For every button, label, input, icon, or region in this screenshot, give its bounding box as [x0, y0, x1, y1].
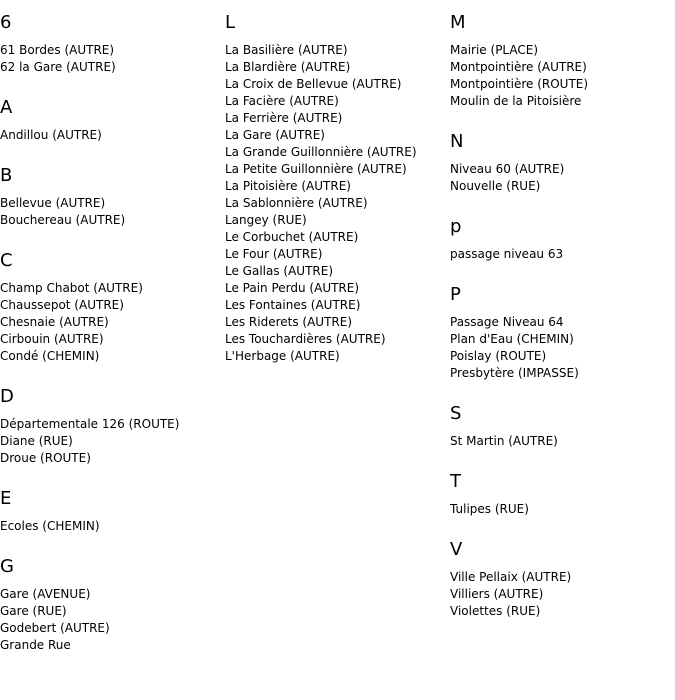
letter-group [450, 12, 670, 110]
street-list-item [225, 161, 445, 178]
street-list-item [0, 127, 220, 144]
street-link[interactable]: Droue (ROUTE) [0, 451, 91, 465]
street-list-item [0, 416, 220, 433]
street-link[interactable]: Godebert (AUTRE) [0, 621, 110, 635]
street-link[interactable]: Gare (AVENUE) [0, 587, 91, 601]
letter-group [450, 403, 670, 450]
street-link[interactable]: La Facière (AUTRE) [225, 94, 339, 108]
street-list [0, 195, 220, 229]
letter-group [0, 12, 220, 76]
street-link[interactable]: Champ Chabot (AUTRE) [0, 281, 143, 295]
letter-group [450, 539, 670, 620]
group-letter-heading: S [450, 403, 462, 424]
group-letter-heading: E [0, 488, 12, 509]
street-link[interactable]: Départementale 126 (ROUTE) [0, 417, 180, 431]
street-link[interactable]: Cirbouin (AUTRE) [0, 332, 104, 346]
street-link[interactable]: St Martin (AUTRE) [450, 434, 558, 448]
street-link[interactable]: Poislay (ROUTE) [450, 349, 547, 363]
street-link[interactable]: Passage Niveau 64 [450, 315, 564, 329]
street-link[interactable]: La Blardière (AUTRE) [225, 60, 351, 74]
street-link[interactable]: Ecoles (CHEMIN) [0, 519, 100, 533]
street-list-item [225, 42, 445, 59]
street-link[interactable]: Langey (RUE) [225, 213, 307, 227]
group-letter-heading: L [225, 12, 236, 33]
street-link[interactable]: Le Four (AUTRE) [225, 247, 323, 261]
street-list [0, 127, 220, 144]
street-list-item [225, 331, 445, 348]
street-list-item [225, 348, 445, 365]
street-link[interactable]: Grande Rue [0, 638, 71, 652]
street-link[interactable]: La Petite Guillonnière (AUTRE) [225, 162, 407, 176]
street-list-item [450, 586, 670, 603]
street-link[interactable]: Mairie (PLACE) [450, 43, 539, 57]
street-link[interactable]: La Basilière (AUTRE) [225, 43, 348, 57]
street-list-item [225, 110, 445, 127]
street-list-item [0, 348, 220, 365]
group-letter-heading: P [450, 284, 461, 305]
street-link[interactable]: Gare (RUE) [0, 604, 67, 618]
letter-group [450, 131, 670, 195]
street-list-item [225, 178, 445, 195]
street-list-item [450, 178, 670, 195]
street-link[interactable]: Ville Pellaix (AUTRE) [450, 570, 572, 584]
letter-group [0, 556, 220, 654]
letter-group [450, 284, 670, 382]
street-list [450, 569, 670, 620]
street-list-item [0, 280, 220, 297]
street-link[interactable]: La Gare (AUTRE) [225, 128, 325, 142]
street-link[interactable]: Diane (RUE) [0, 434, 73, 448]
street-list-item [225, 314, 445, 331]
street-list-item [225, 263, 445, 280]
street-link[interactable]: Villiers (AUTRE) [450, 587, 544, 601]
group-letter-heading: D [0, 386, 14, 407]
street-list [0, 518, 220, 535]
street-list [450, 433, 670, 450]
street-link[interactable]: L'Herbage (AUTRE) [225, 349, 340, 363]
street-link[interactable]: Bellevue (AUTRE) [0, 196, 106, 210]
street-link[interactable]: La Pitoisière (AUTRE) [225, 179, 351, 193]
street-list [225, 42, 445, 365]
street-list-item [450, 314, 670, 331]
street-list-item [450, 93, 670, 110]
letter-group [0, 386, 220, 467]
letter-group [0, 165, 220, 229]
group-letter-heading: T [450, 471, 461, 492]
street-list-item [0, 195, 220, 212]
street-list-item [0, 314, 220, 331]
street-index-column-1 [0, 12, 220, 675]
street-link[interactable]: Chaussepot (AUTRE) [0, 298, 124, 312]
street-link[interactable]: Les Riderets (AUTRE) [225, 315, 353, 329]
street-list-item [0, 331, 220, 348]
street-link[interactable]: Plan d'Eau (CHEMIN) [450, 332, 574, 346]
street-link[interactable]: 61 Bordes (AUTRE) [0, 43, 115, 57]
letter-group [0, 97, 220, 144]
street-link[interactable]: La Grande Guillonnière (AUTRE) [225, 145, 417, 159]
letter-group [0, 250, 220, 365]
street-link[interactable]: Tulipes (RUE) [450, 502, 529, 516]
street-link[interactable]: Moulin de la Pitoisière [450, 94, 582, 108]
street-list-item [0, 637, 220, 654]
street-list [450, 314, 670, 382]
street-list-item [225, 93, 445, 110]
street-list-item [450, 161, 670, 178]
street-link[interactable]: Montpointière (AUTRE) [450, 60, 587, 74]
street-list-item [225, 229, 445, 246]
street-link[interactable]: Les Touchardières (AUTRE) [225, 332, 386, 346]
group-letter-heading: M [450, 12, 466, 33]
street-list-item [450, 76, 670, 93]
street-list-item [225, 127, 445, 144]
street-link[interactable]: Le Pain Perdu (AUTRE) [225, 281, 360, 295]
street-list-item [0, 297, 220, 314]
street-link[interactable]: Le Corbuchet (AUTRE) [225, 230, 359, 244]
street-link[interactable]: La Ferrière (AUTRE) [225, 111, 343, 125]
letter-group [0, 488, 220, 535]
street-link[interactable]: Les Fontaines (AUTRE) [225, 298, 361, 312]
group-letter-heading: G [0, 556, 14, 577]
street-list-item [225, 59, 445, 76]
street-list-item [225, 280, 445, 297]
letter-group [450, 471, 670, 518]
letter-group [225, 12, 445, 365]
street-link[interactable]: La Sablonnière (AUTRE) [225, 196, 368, 210]
group-letter-heading: A [0, 97, 13, 118]
street-list [0, 42, 220, 76]
street-link[interactable]: passage niveau 63 [450, 247, 564, 261]
street-list [450, 246, 670, 263]
street-list-item [0, 450, 220, 467]
street-list-item [225, 144, 445, 161]
street-list-item [0, 586, 220, 603]
letter-group [450, 216, 670, 263]
street-link[interactable]: Violettes (RUE) [450, 604, 541, 618]
street-list [0, 586, 220, 654]
street-link[interactable]: Presbytère (IMPASSE) [450, 366, 579, 380]
street-list-item [0, 603, 220, 620]
group-letter-heading: N [450, 131, 464, 152]
street-link[interactable]: Chesnaie (AUTRE) [0, 315, 109, 329]
street-list-item [225, 195, 445, 212]
group-letter-heading: C [0, 250, 13, 271]
street-list-item [450, 246, 670, 263]
street-link[interactable]: Niveau 60 (AUTRE) [450, 162, 565, 176]
street-link[interactable]: Nouvelle (RUE) [450, 179, 541, 193]
group-letter-heading: V [450, 539, 463, 560]
street-link[interactable]: 62 la Gare (AUTRE) [0, 60, 116, 74]
street-list-item [0, 42, 220, 59]
street-list-item [450, 433, 670, 450]
street-list-item [450, 331, 670, 348]
street-list-item [0, 433, 220, 450]
street-link[interactable]: Montpointière (ROUTE) [450, 77, 589, 91]
street-list-item [0, 518, 220, 535]
group-letter-heading: 6 [0, 12, 12, 33]
street-list-item [450, 42, 670, 59]
group-letter-heading: B [0, 165, 13, 186]
street-list-item [0, 212, 220, 229]
street-list-item [225, 212, 445, 229]
street-link[interactable]: Le Gallas (AUTRE) [225, 264, 334, 278]
street-link[interactable]: Condé (CHEMIN) [0, 349, 100, 363]
street-list-item [0, 620, 220, 637]
street-index-column-3 [450, 12, 670, 641]
street-list-item [225, 297, 445, 314]
street-link[interactable]: Bouchereau (AUTRE) [0, 213, 126, 227]
street-list-item [450, 569, 670, 586]
street-link[interactable]: La Croix de Bellevue (AUTRE) [225, 77, 402, 91]
street-list [450, 501, 670, 518]
group-letter-heading: p [450, 216, 462, 237]
street-list-item [450, 348, 670, 365]
street-list-item [450, 365, 670, 382]
street-list [450, 161, 670, 195]
street-list [450, 42, 670, 110]
street-list-item [225, 76, 445, 93]
street-link[interactable]: Andillou (AUTRE) [0, 128, 102, 142]
street-index-column-2 [225, 12, 445, 386]
street-list-item [450, 501, 670, 518]
street-list [0, 416, 220, 467]
street-list [0, 280, 220, 365]
street-list-item [450, 59, 670, 76]
street-list-item [225, 246, 445, 263]
street-list-item [0, 59, 220, 76]
street-list-item [450, 603, 670, 620]
